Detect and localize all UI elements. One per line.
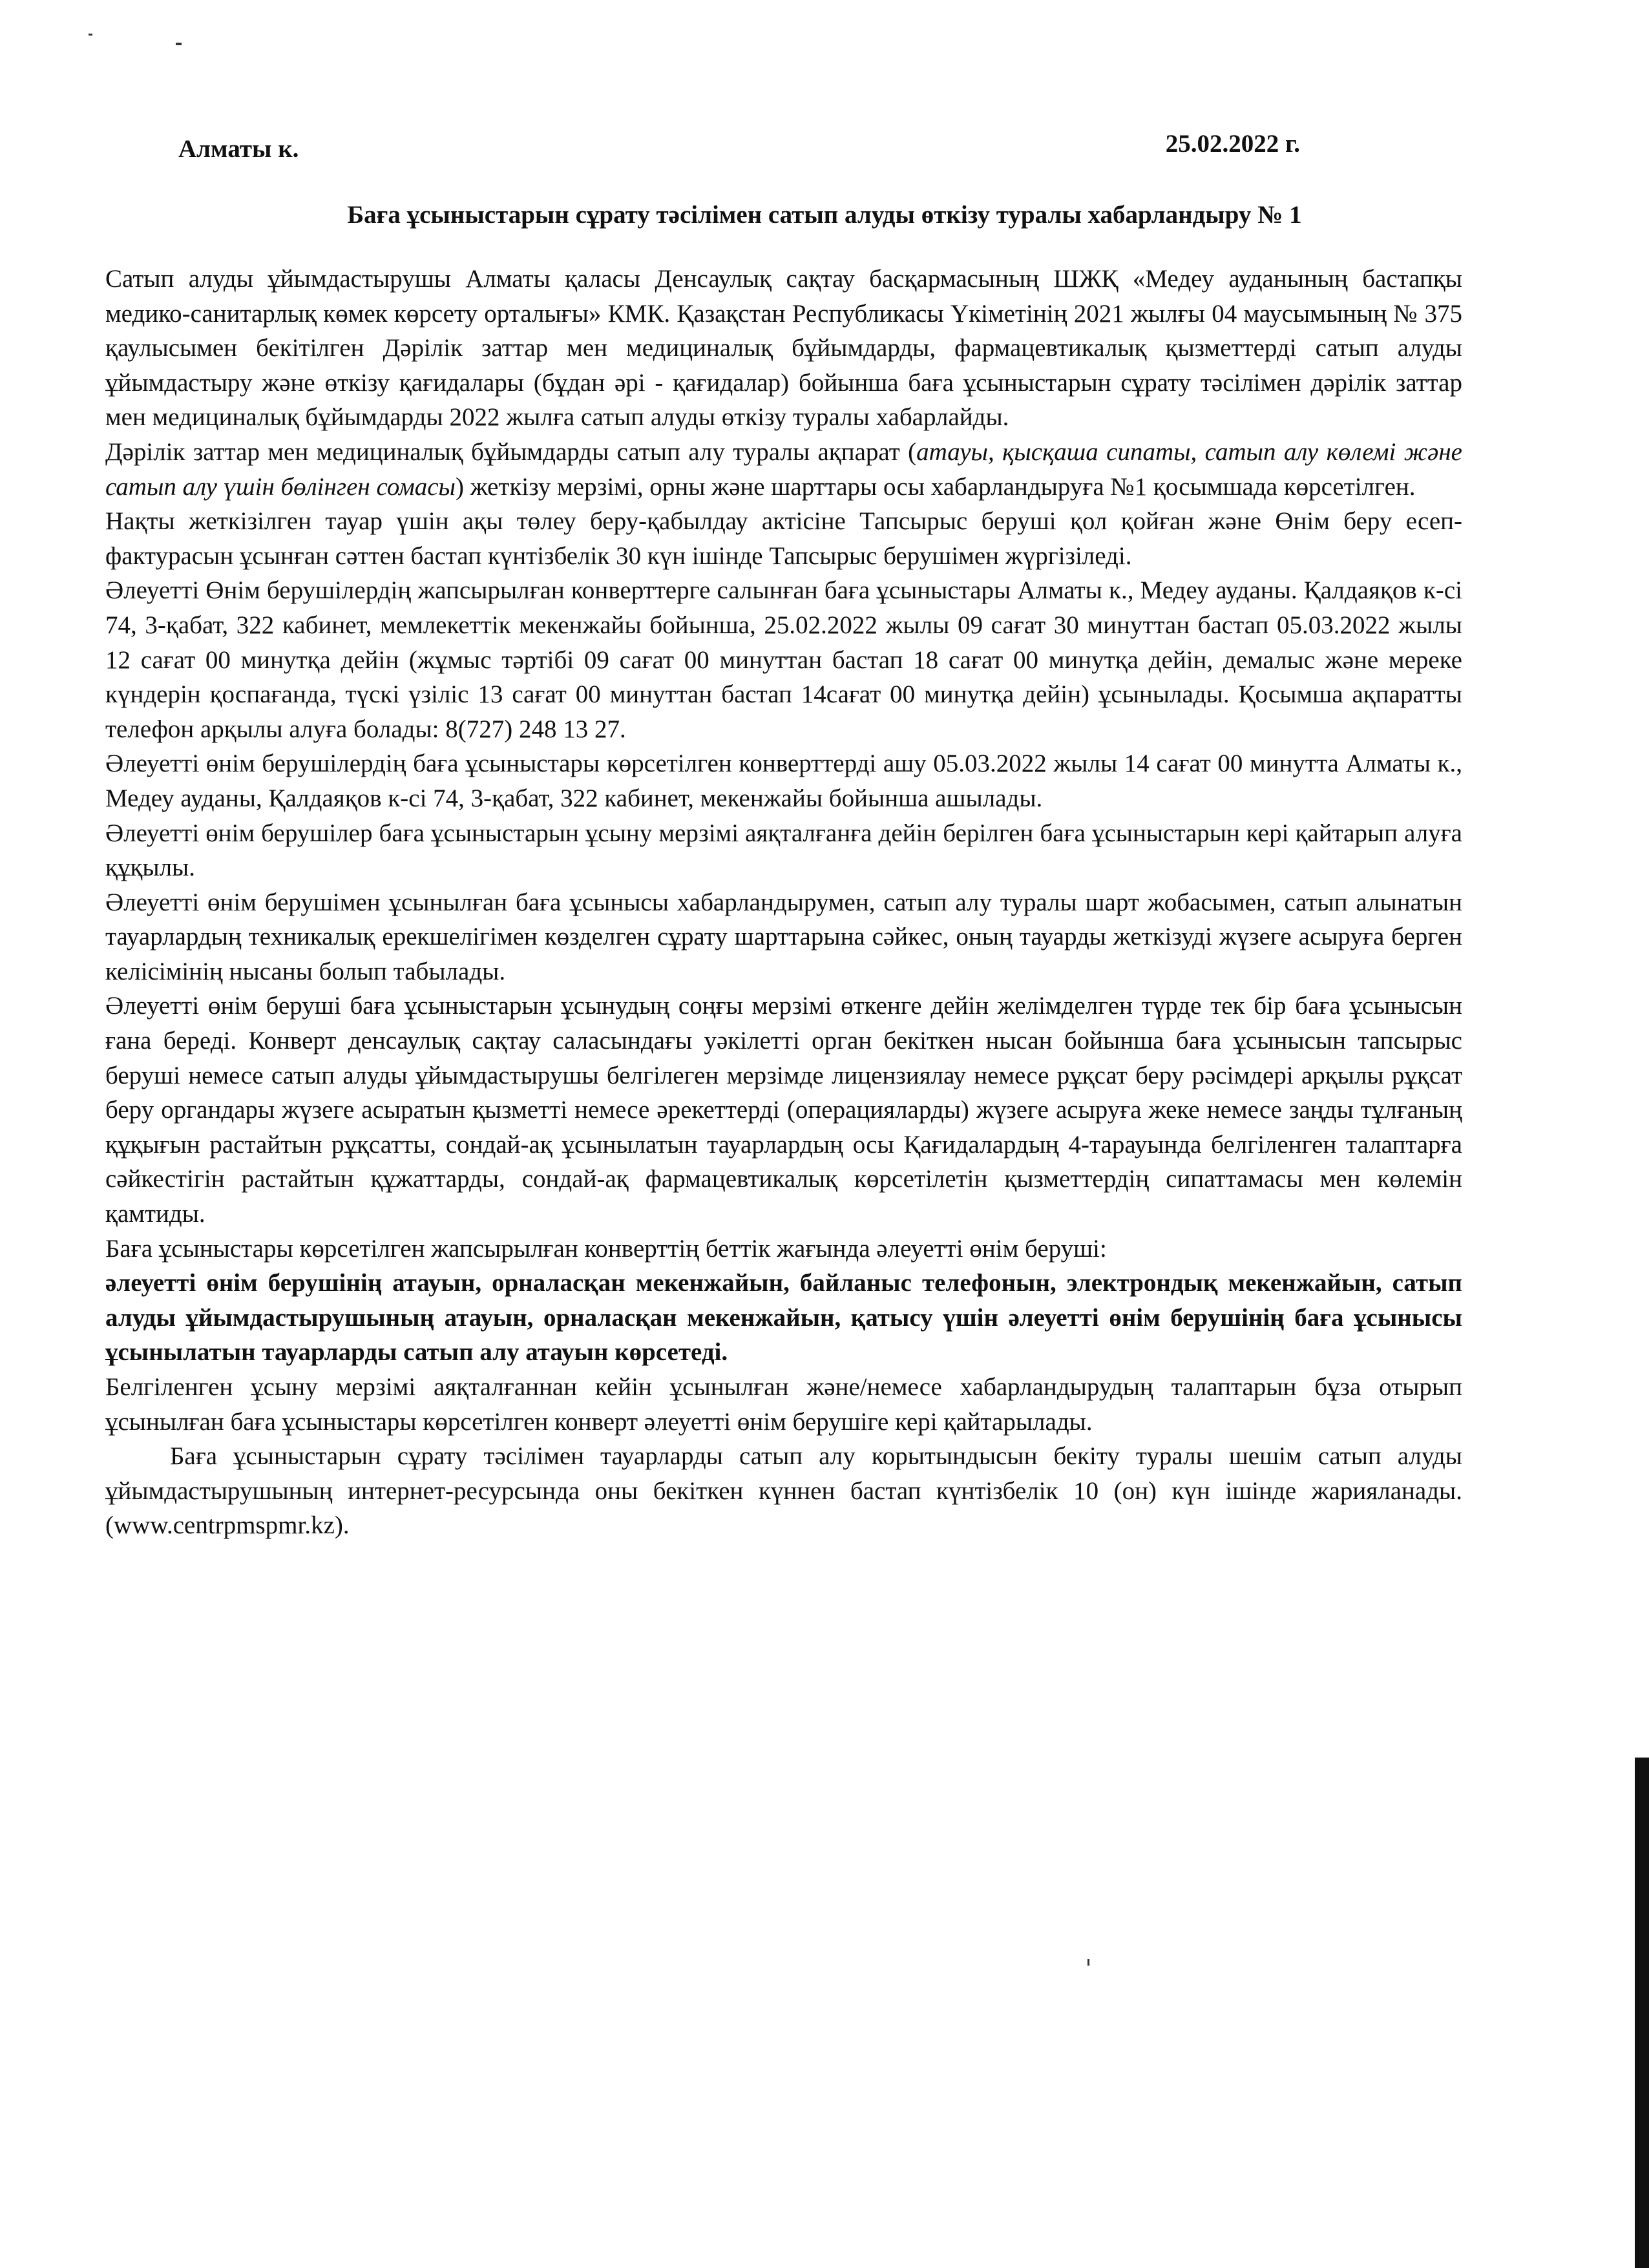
- scan-speck: [1087, 1959, 1089, 1966]
- paragraph-late-return: Белгіленген ұсыну мерзімі аяқталғаннан кейін ұсынылған және/немесе хабарландырудың талаптарын бұза отырып ұсынылған баға ұсыныстары көрсетілген конверт әлеуетті өнім берушіге кері қайтарылады.: [105, 1373, 1462, 1436]
- paragraph-submission: Әлеуетті Өнім берушілердің жапсырылған конверттерге салынған баға ұсыныстары Алматы к., Медеу ауданы. Қалдаяқов к-сі 74, 3-қабат, 322 кабинет, мемлекеттік мекенжайы бойынша, 25.02.2022 жылы 09 сағат 30 минуттан бастап 05.03.2022 жылы 12 сағат 00 минутқа дейін (жұмыс тәртібі 09 сағат 00 минуттан бастап 18 сағат 00 минутқа дейін, демалыс және мереке күндерін қоспағанда, түскі үзіліс 13 сағат 00 минуттан бастап 14сағат 00 минутқа дейін) ұсынылады. Қосымша ақпаратты телефон арқылы алуға болады: 8(727) 248 13 27.: [105, 576, 1462, 743]
- city-label: Алматы к.: [178, 135, 299, 163]
- paragraph-procurement-info-start: Дәрілік заттар мен медициналық бұйымдарды сатып алу туралы ақпарат (: [105, 437, 917, 466]
- scan-edge-shadow: [1635, 1758, 1649, 2268]
- paragraph-envelope-details: әлеуетті өнім берушінің атауын, орналасқан мекенжайын, байланыс телефонын, электрондық мекенжайын, сатып алуды ұйымдастырушының атауын, орналасқан мекенжайын, қатысу үшін әлеуетті өнім берушінің баға ұсынысы ұсынылатын тауарларды сатып алу атауын көрсетеді.: [105, 1269, 1462, 1367]
- paragraph-procurement-info-italic: атауы, қысқаша сипаты, сатып алу көлемі және сатып алу үшін бөлінген сомасы: [105, 437, 1462, 501]
- paragraph-payment: Нақты жеткізілген тауар үшін ақы төлеу беру-қабылдау актісіне Тапсырыс беруші қол қойған және Өнім беру есеп-фактурасын ұсынған сәттен бастап күнтізбелік 30 күн ішінде Тапсырыс берушімен жүргізіледі.: [105, 507, 1462, 570]
- paragraph-organizer: Сатып алуды ұйымдастырушы Алматы қаласы Денсаулық сақтау басқармасының ШЖҚ «Медеу ауданының бастапқы медико-санитарлық көмек көрсету орталығы» КМК. Қазақстан Республикасы Үкіметінің 2021 жылғы 04 маусымының № 375 қаулысымен бекітілген Дәрілік заттар мен медициналық бұйымдарды, фармацевтикалық қызметтерді сатып алуды ұйымдастыру және өткізу қағидалары (бұдан әрі - қағидалар) бойынша баға ұсыныстарын сұрату тәсілімен дәрілік заттар мен медициналық бұйымдарды 2022 жылға сатып алуды өткізу туралы хабарлайды.: [105, 265, 1462, 432]
- paragraph-envelope-front: Баға ұсыныстары көрсетілген жапсырылған конверттің беттік жағында әлеуетті өнім беруші:: [105, 1234, 1107, 1263]
- paragraph-procurement-info: [105, 435, 1462, 504]
- document-body: [105, 262, 1462, 1543]
- scan-speck: [89, 34, 92, 36]
- paragraph-envelope-contents: Әлеуетті өнім беруші баға ұсыныстарын ұсынудың соңғы мерзімі өткенге дейін желімделген түрде тек бір баға ұсынысын ғана береді. Конверт денсаулық сақтау саласындағы уәкілетті орган бекіткен нысан бойынша баға ұсынысын тапсырыс беруші немесе сатып алуды ұйымдастырушы белгілеген мерзімде лицензиялау немесе рұқсат беру рәсімдері арқылы рұқсат беру органдары жүзеге асыратын қызметті немесе әрекеттерді (операцияларды) жүзеге асыруға жеке немесе заңды тұлғаның құқығын растайтын рұқсатты, сондай-ақ ұсынылатын тауарлардың осы Қағидалардың 4-тарауында белгіленген талаптарға сәйкестігін растайтын құжаттарды, сондай-ақ фармацевтикалық көрсетілетін қызметтердің сипаттамасы мен көлемін қамтиды.: [105, 992, 1462, 1228]
- document-date: 25.02.2022 г.: [1165, 130, 1300, 158]
- paragraph-procurement-info-end: ) жеткізу мерзімі, орны және шарттары осы хабарландыруға №1 қосымшада көрсетілген.: [455, 472, 1416, 501]
- document-title: Баға ұсыныстарын сұрату тәсілімен сатып алуды өткізу туралы хабарландыру № 1: [347, 201, 1302, 229]
- scan-speck: [176, 43, 182, 45]
- paragraph-withdrawal: Әлеуетті өнім берушілер баға ұсыныстарын ұсыну мерзімі аяқталғанға дейін берілген баға ұсыныстарын кері қайтарып алуға құқылы.: [105, 819, 1462, 882]
- paragraph-results-publication: Баға ұсыныстарын сұрату тәсілімен тауарларды сатып алу корытындысын бекіту туралы шешім сатып алуды ұйымдастырушының интернет-ресурсында оны бекіткен күннен бастап күнтізбелік 10 (он) күн ішінде жарияланады. (www.centrpmspmr.kz).: [105, 1442, 1462, 1540]
- paragraph-opening: Әлеуетті өнім берушілердің баға ұсыныстары көрсетілген конверттерді ашу 05.03.2022 жылы 14 сағат 00 минутта Алматы к., Медеу ауданы, Қалдаяқов к-сі 74, 3-қабат, 322 кабинет, мекенжайы бойынша ашылады.: [105, 750, 1462, 812]
- paragraph-consent: Әлеуетті өнім берушімен ұсынылған баға ұсынысы хабарландырумен, сатып алу туралы шарт жобасымен, сатып алынатын тауарлардың техникалық ерекшелігімен көзделген сұрату шарттарына сәйкес, оның тауарды жеткізуді жүзеге асыруға берген келісімінің нысаны болып табылады.: [105, 888, 1462, 985]
